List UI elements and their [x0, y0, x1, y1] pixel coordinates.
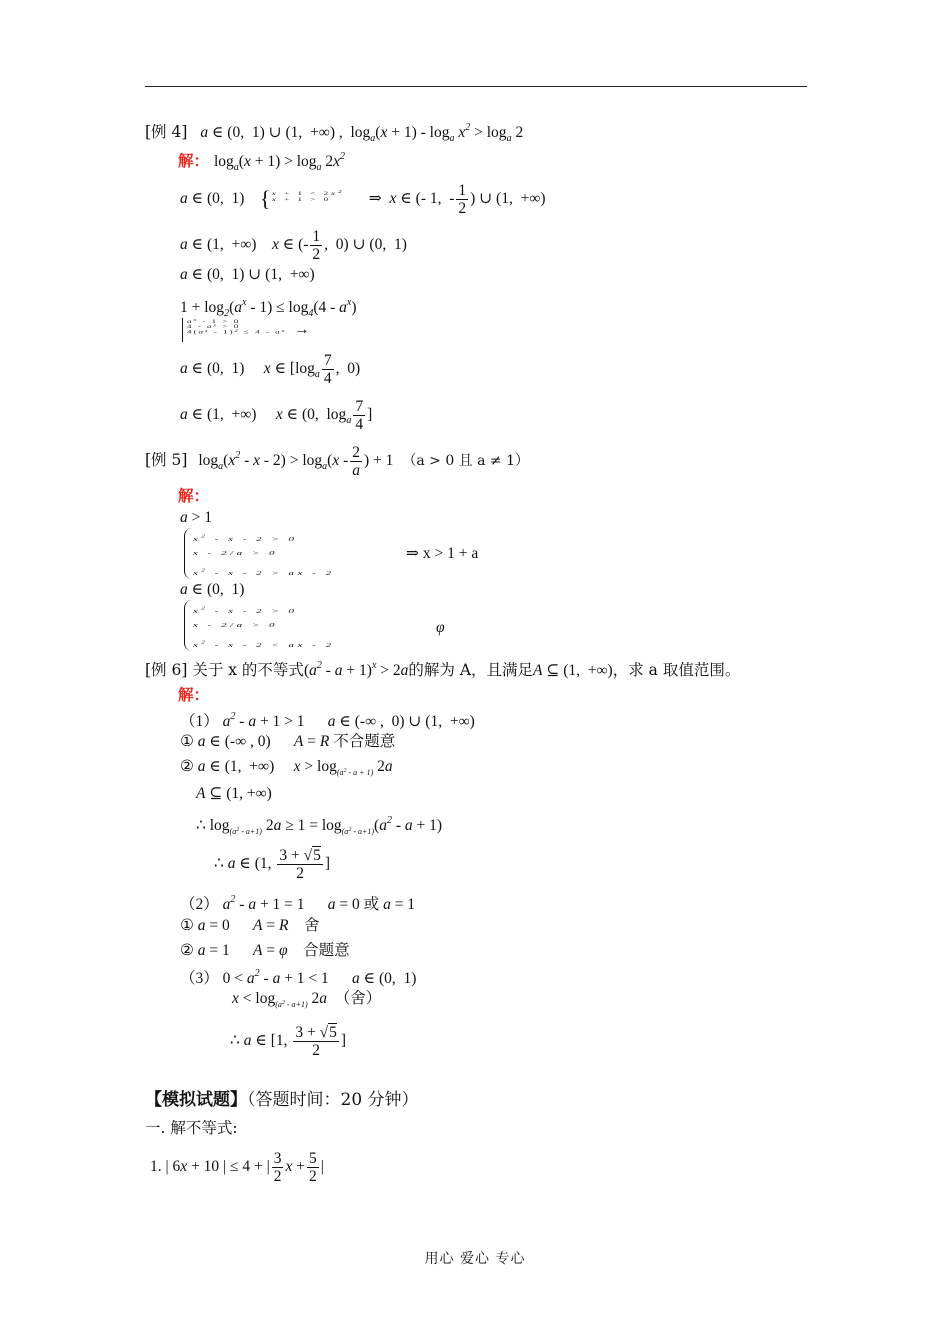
case-number: （2）: [180, 896, 219, 913]
example-5-system-1: $x^2 - x - 2 > 0$ x - 2/a > 0 $x^2$ - x - 2 > ax - 2: [184, 528, 335, 579]
example-5-result-2: φ: [436, 619, 445, 636]
or-text: 或: [363, 896, 380, 913]
circled-number: ②: [180, 758, 194, 775]
example-4-solution-line1: 解： $\log_a(x + 1) > \log_a 2x^2$: [178, 151, 346, 173]
example-6-case2: （2） $a^2 - a + 1 = 1$ a = 0 或 a = 1: [180, 894, 416, 913]
example-6-text-a: 关于 x 的不等式: [192, 661, 304, 679]
header-rule: [145, 86, 807, 87]
example-6-case1-sub1: ① a ∈ (-∞ , 0) A = R 不合题意: [180, 733, 396, 750]
example-6-case3-line2: $x < \log_{(a^2 - a+1)} 2a$ （舍）: [232, 990, 382, 1009]
example-4-label: [例 4]: [145, 123, 188, 141]
example-6-therefore-2: ∴ a ∈ (1, $\frac{3 + √5}{2}$ ]: [214, 847, 331, 882]
example-6-text-c: ，求 a 取值范围。: [612, 661, 741, 679]
example-5-result-1: ⇒ x > 1 + a: [406, 545, 479, 562]
example-4-system-compressed: $a^x - 1 > 0$ $4 - a^x > 0$ $4(a^x - 1)^2 \le 4 - a^x$ →: [182, 318, 310, 342]
example-4-case1: a ∈ (0, 1) { $x + 1 < 2x^2$ x + 1 > 0 ⇒ x ∈ (- 1, - $\frac{1}{2}$ ) ∪ (1, +∞): [180, 182, 546, 217]
example-4-statement: [例 4] a ∈ (0, 1) ∪ (1, +∞) , $\log_a(x + 1) - \log_a x^2 > \log_a 2$: [145, 122, 524, 144]
mock-test-time: （答题时间：20 分钟）: [247, 1090, 419, 1110]
verdict-text: （舍）: [334, 990, 382, 1007]
example-5-statement: [例 5] $\log_a(x^2 - x - 2) > \log_a(x$ - $\frac{2}{a}$ ) + 1 （a > 0 且 a ≠ 1）: [145, 444, 530, 479]
example-6-therefore-3: ∴ a ∈ [1, $\frac{3 + √5}{2}$ ]: [230, 1024, 347, 1059]
case-number: （3）: [180, 970, 219, 987]
verdict-text: 舍: [303, 917, 320, 934]
example-6-subset: A ⊆ (1, +∞): [196, 785, 272, 802]
example-6-case2-sub1: ① a = 0 A = R 舍: [180, 917, 320, 934]
mock-question-1: 1. | 6x + 10 | ≤ 4 + | $\frac{3}{2}$ x + $\frac{5}{2}$ |: [150, 1150, 324, 1185]
verdict-text: 合题意: [303, 942, 350, 959]
example-5-case-a-in-0-1: a ∈ (0, 1): [180, 581, 245, 598]
example-6-therefore-1: ∴ $\log_{(a^2 - a+1)} 2a \ge 1 = \log_{(a^2 - a+1)}(a^2 - a + 1)$: [196, 815, 443, 836]
example-6-case2-sub2: ② a = 1 A = φ 合题意: [180, 942, 350, 959]
page-footer: 用心 爱心 专心: [424, 1251, 526, 1267]
example-5-condition: （a > 0 且 a ≠ 1）: [402, 453, 530, 470]
example-4-case2: a ∈ (1, +∞) x ∈ (- $\frac{1}{2}$ , 0) ∪ (0, 1): [180, 228, 407, 263]
example-6-statement: [例 6] 关于 x 的不等式$(a^2 - a + 1)^x > 2a$的解为 A，且满足A ⊆ (1, +∞)，求 a 取值范围。: [145, 660, 741, 679]
circled-number: ①: [180, 917, 194, 934]
circled-number: ①: [180, 733, 194, 750]
example-4-result-2: a ∈ (1, +∞) x ∈ (0, $\log_a$ $\frac{7}{4}$ ]: [180, 398, 373, 433]
mock-section-1: 一. 解不等式:: [145, 1119, 238, 1137]
case-number: （1）: [180, 713, 219, 730]
solution-label: 解：: [178, 151, 210, 170]
solution-label: 解：: [178, 685, 210, 704]
example-5-case-a-gt-1: a > 1: [180, 509, 212, 526]
example-5-solution-label: [178, 486, 209, 506]
example-5-label: [例 5]: [145, 451, 188, 470]
solution-label: 解：: [178, 486, 210, 505]
example-6-case3: （3） $0 < a^2 - a + 1 < 1$ a ∈ (0, 1): [180, 968, 417, 987]
example-4-inequality-2: $1 + \log_2(a^x - 1) \le \log_4(4 - a^x)$: [180, 297, 357, 319]
example-5-system-2: $x^2 - x - 2 > 0$ x - 2/a > 0 $x^2$ - x - 2 < ax - 2: [184, 600, 335, 651]
example-6-case1: （1） $a^2 - a + 1 > 1$ a ∈ (-∞ , 0) ∪ (1, +∞): [180, 711, 475, 730]
circled-number: ②: [180, 942, 194, 959]
example-6-solution-label: [178, 685, 209, 705]
mock-test-heading: [145, 1090, 419, 1110]
question-number: 1.: [150, 1158, 162, 1176]
example-4-domain: a ∈ (0, 1) ∪ (1, +∞): [180, 266, 315, 283]
example-6-label: [例 6]: [145, 661, 188, 679]
mock-test-title: 【模拟试题】: [145, 1090, 247, 1110]
example-6-case1-sub2: ② a ∈ (1, +∞) $x > \log_{(a^2 - a + 1)} 2a$: [180, 758, 393, 777]
example-6-text-b: 的解为 A，且满足: [408, 661, 534, 679]
verdict-text: 不合题意: [333, 733, 396, 750]
example-4-result-1: a ∈ (0, 1) x ∈ [$\log_a$ $\frac{7}{4}$ , 0): [180, 352, 361, 387]
